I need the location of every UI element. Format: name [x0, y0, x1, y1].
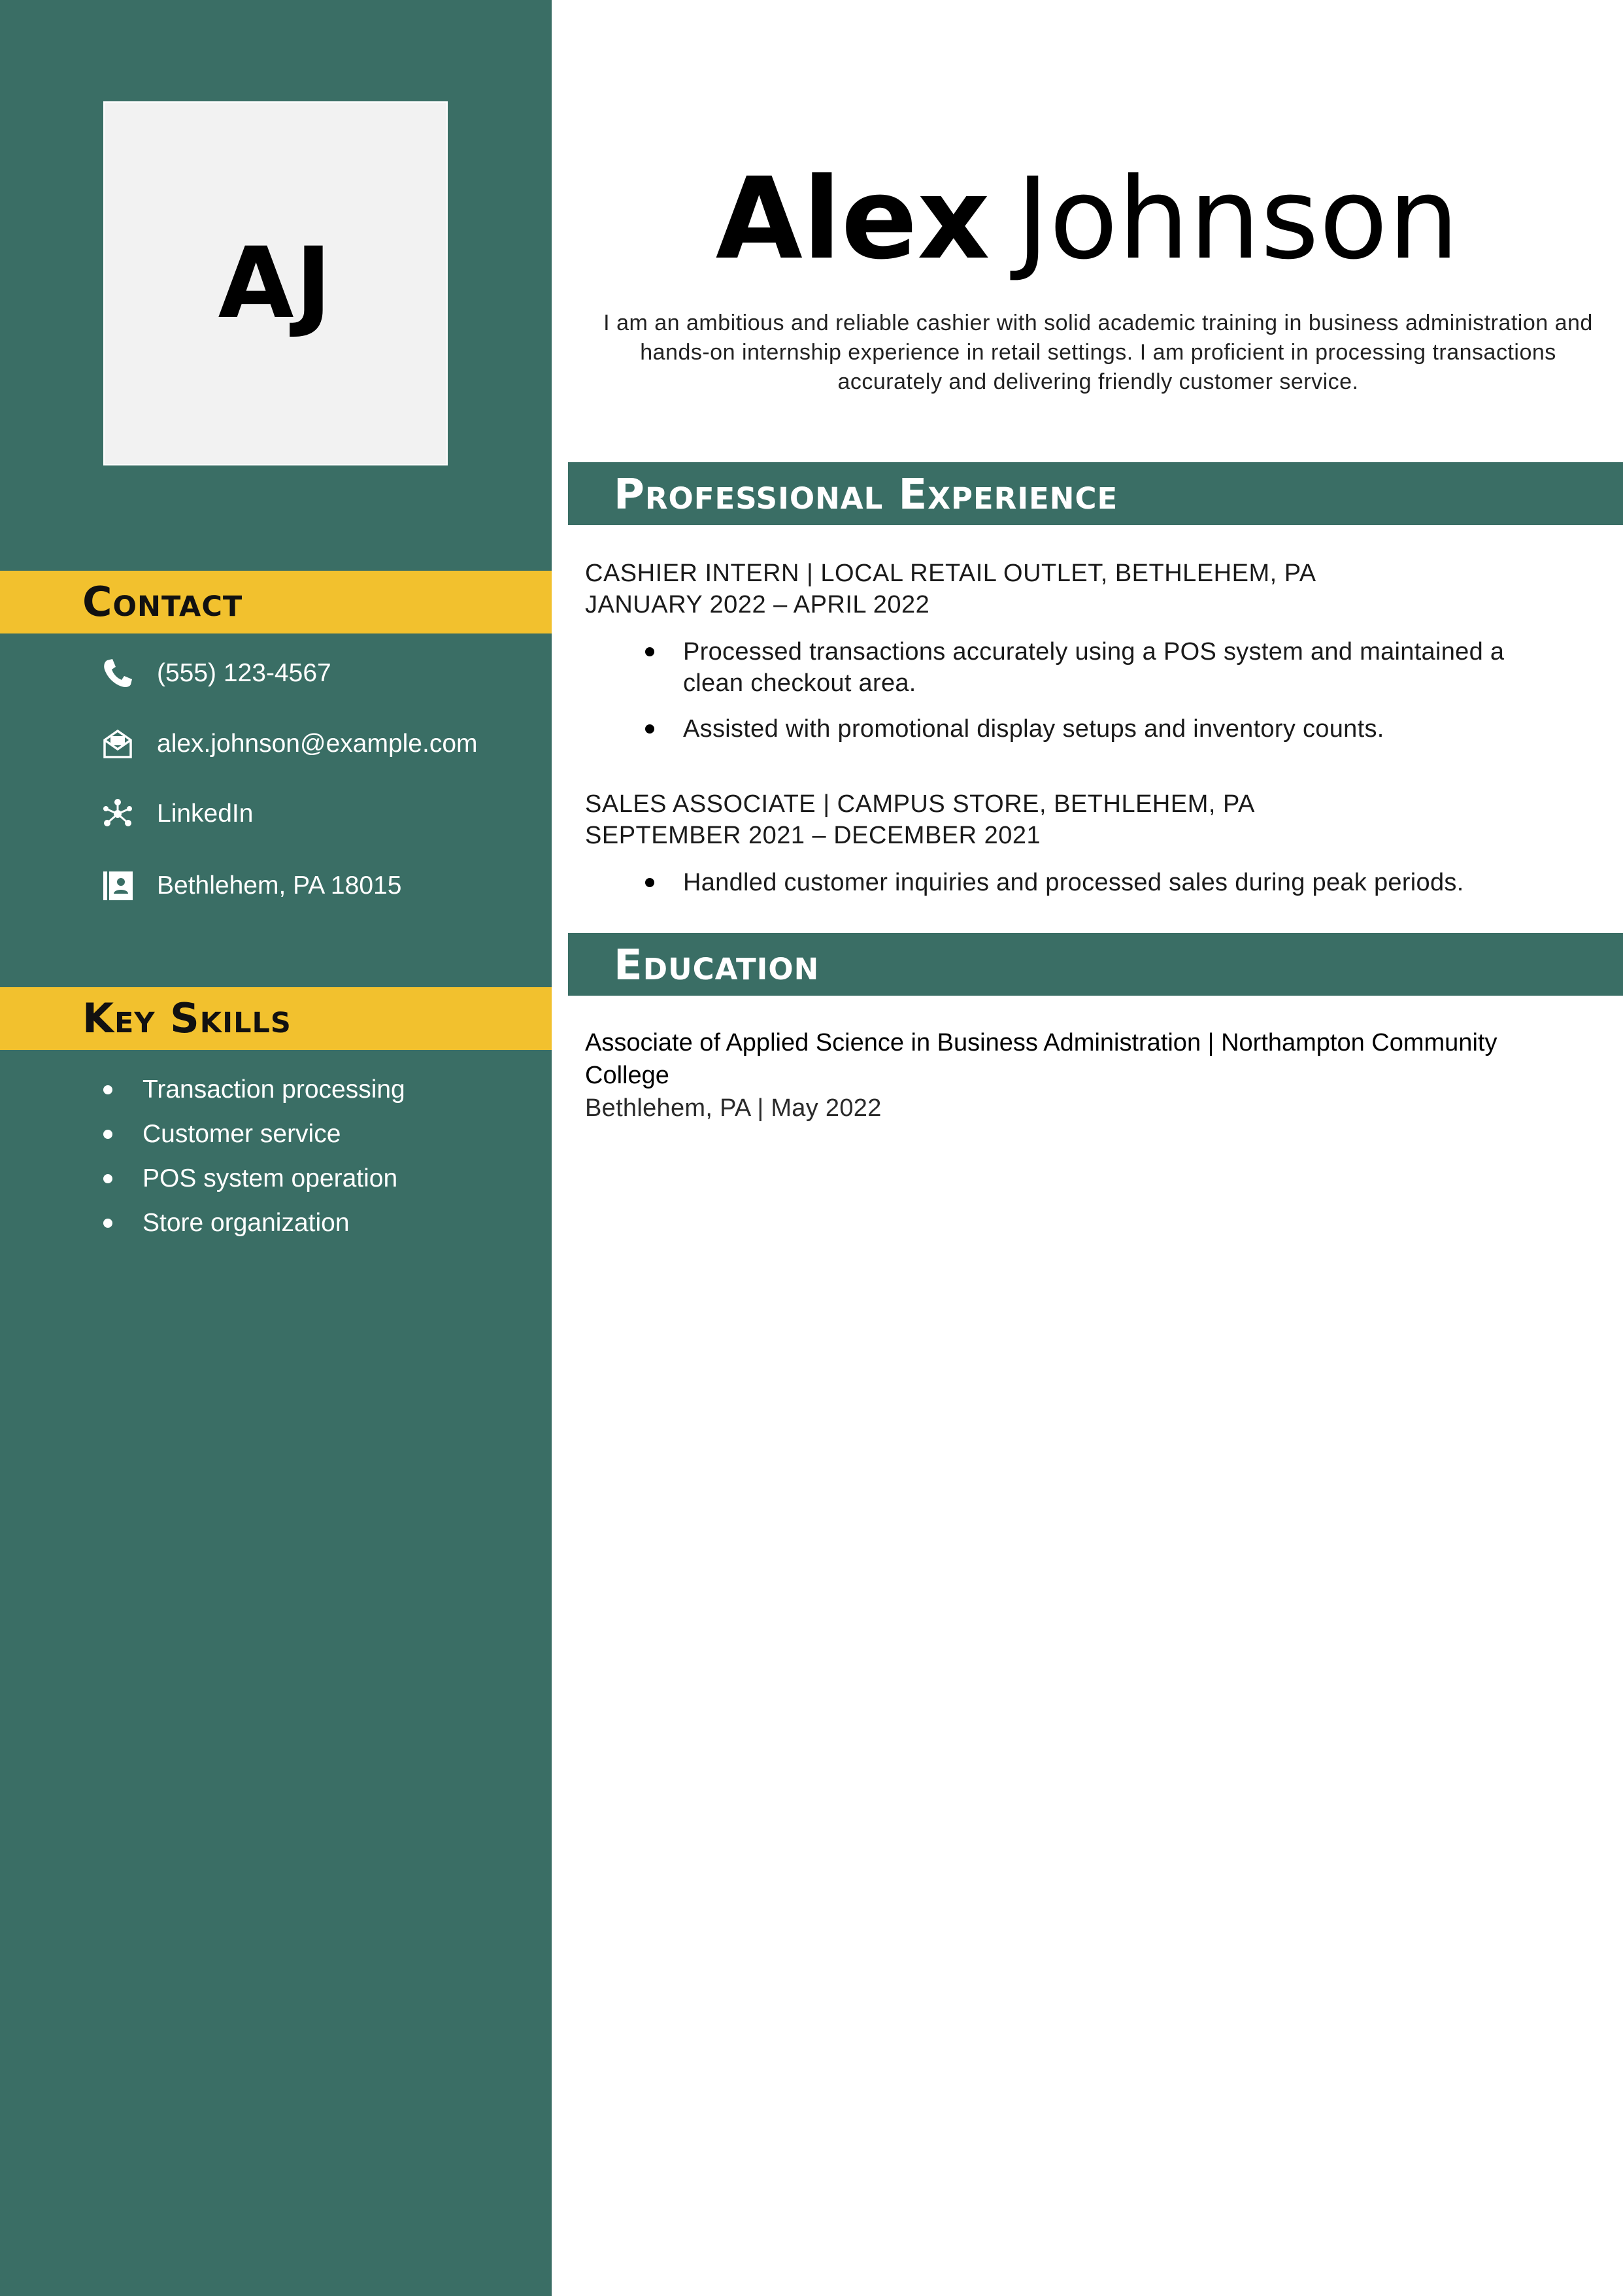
contact-section-header — [0, 571, 552, 633]
last-name: Johnson — [1016, 153, 1460, 284]
email-text: alex.johnson@example.com — [157, 730, 478, 758]
education-entry — [585, 1026, 1579, 1124]
skill-item: Customer service — [98, 1112, 405, 1156]
skill-item: Store organization — [98, 1201, 405, 1245]
job-dates: SEPTEMBER 2021 – DECEMBER 2021 — [585, 822, 1041, 849]
linkedin-text: LinkedIn — [157, 800, 254, 828]
education-meta: Bethlehem, PA | May 2022 — [585, 1094, 882, 1122]
contact-email[interactable] — [98, 724, 529, 764]
education-degree: Associate of Applied Science in Business Administration | Northampton Community College — [585, 1029, 1498, 1089]
first-name: Alex — [715, 153, 990, 284]
job-bullet: Processed transactions accurately using a POS system and maintained a clean checkout area. — [585, 636, 1605, 699]
avatar — [103, 101, 448, 465]
contact-linkedin[interactable] — [98, 794, 529, 834]
job-title-line: CASHIER INTERN | LOCAL RETAIL OUTLET, BETHLEHEM, PA — [585, 560, 1316, 587]
job-bullets — [585, 867, 1605, 898]
experience-heading: Professional Experience — [614, 471, 1118, 519]
skills-section-header — [0, 987, 552, 1050]
avatar-initials: AJ — [218, 226, 333, 341]
job-bullets — [585, 636, 1605, 745]
summary-text: I am an ambitious and reliable cashier with solid academic training in business administration and hands-on internship experience in retail settings. I am proficient in processing transactions accurately and delivering friendly customer service. — [603, 311, 1593, 394]
education-heading: Education — [614, 941, 820, 990]
address-book-icon — [98, 866, 137, 905]
sidebar — [0, 0, 552, 2296]
skill-item: Transaction processing — [98, 1068, 405, 1112]
job-bullet: Assisted with promotional display setups and inventory counts. — [585, 713, 1605, 745]
phone-icon — [98, 654, 137, 693]
contact-phone[interactable] — [98, 654, 529, 693]
skills-heading: Key Skills — [82, 994, 292, 1042]
contact-heading: Contact — [82, 578, 243, 626]
network-icon — [98, 794, 137, 834]
job-entry — [585, 788, 1605, 913]
job-title-line: SALES ASSOCIATE | CAMPUS STORE, BETHLEHEM, PA — [585, 790, 1255, 818]
skills-list — [98, 1068, 405, 1245]
skill-item: POS system operation — [98, 1156, 405, 1201]
phone-text: (555) 123-4567 — [157, 659, 331, 687]
experience-section-header — [568, 462, 1623, 525]
contact-location[interactable] — [98, 866, 529, 905]
location-text: Bethlehem, PA 18015 — [157, 871, 402, 900]
job-bullet: Handled customer inquiries and processed sales during peak periods. — [585, 867, 1605, 898]
education-section-header — [568, 933, 1623, 996]
envelope-icon — [98, 724, 137, 764]
job-entry — [585, 558, 1605, 759]
page-title — [552, 154, 1623, 284]
job-dates: JANUARY 2022 – APRIL 2022 — [585, 591, 930, 618]
